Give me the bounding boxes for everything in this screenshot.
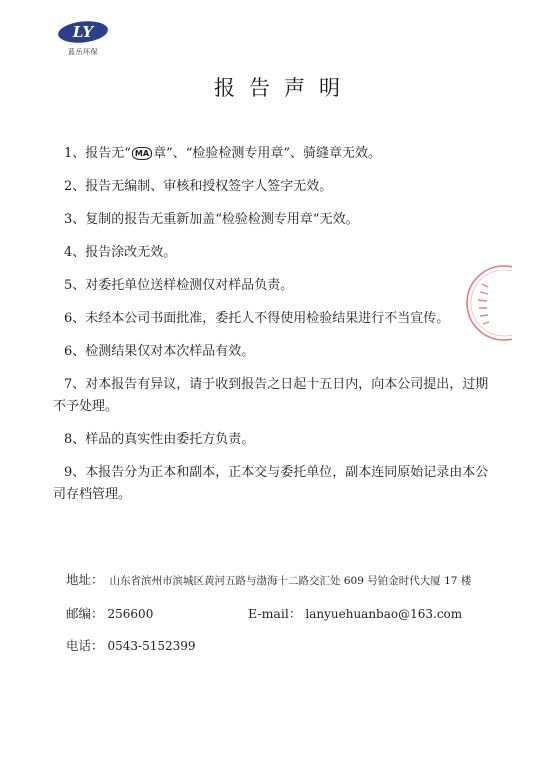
seal-stamp xyxy=(452,262,512,344)
email-value[interactable]: lanyuehuanbao@163.com xyxy=(305,607,463,621)
page-title: 报告声明 xyxy=(214,76,354,100)
svg-text:LY: LY xyxy=(72,23,94,41)
address-row: 地址： 山东省滨州市滨城区黄河五路与渤海十二路交汇处 609 号铂金时代大厦 17 楼 xyxy=(66,572,472,587)
statement-item: 5、对委托单位送样检测仅对样品负责。 xyxy=(64,278,294,293)
statement-item: 9、本报告分为正本和副本，正本交与委托单位，副本连同原始记录由本公司存档管理。 xyxy=(53,465,489,502)
logo-caption: 蓝岳环保 xyxy=(68,48,98,56)
postcode-value: 256600 xyxy=(107,607,154,621)
cma-mark-icon: MA xyxy=(132,147,152,160)
statement-item: 6、未经本公司书面批准，委托人不得使用检验结果进行不当宣传。 xyxy=(64,311,450,326)
statement-item: 1、报告无“ MA 章”、“检验检测专用章”、骑缝章无效。 xyxy=(64,146,382,161)
statement-item: 3、复制的报告无重新加盖“检验检测专用章”无效。 xyxy=(64,212,359,227)
statement-item: 8、样品的真实性由委托方负责。 xyxy=(64,432,255,447)
statement-item: 6、检测结果仅对本次样品有效。 xyxy=(64,344,255,359)
phone-row: 电话： 0543-5152399 xyxy=(66,638,196,653)
statement-item: 2、报告无编制、审核和授权签字人签字无效。 xyxy=(64,179,333,194)
email-row: E-mail： lanyuehuanbao@163.com xyxy=(248,606,463,621)
phone-value: 0543-5152399 xyxy=(107,639,196,653)
address-value: 山东省滨州市滨城区黄河五路与渤海十二路交汇处 609 号铂金时代大厦 17 楼 xyxy=(109,575,472,587)
statement-item: 4、报告涂改无效。 xyxy=(64,245,177,260)
statement-list xyxy=(53,143,500,517)
statement-item: 7、对本报告有异议，请于收到报告之日起十五日内，向本公司提出，过期不予处理。 xyxy=(53,377,489,414)
company-logo xyxy=(52,20,114,56)
logo-mark-icon xyxy=(56,20,110,44)
postcode-row: 邮编： 256600 xyxy=(66,606,154,621)
